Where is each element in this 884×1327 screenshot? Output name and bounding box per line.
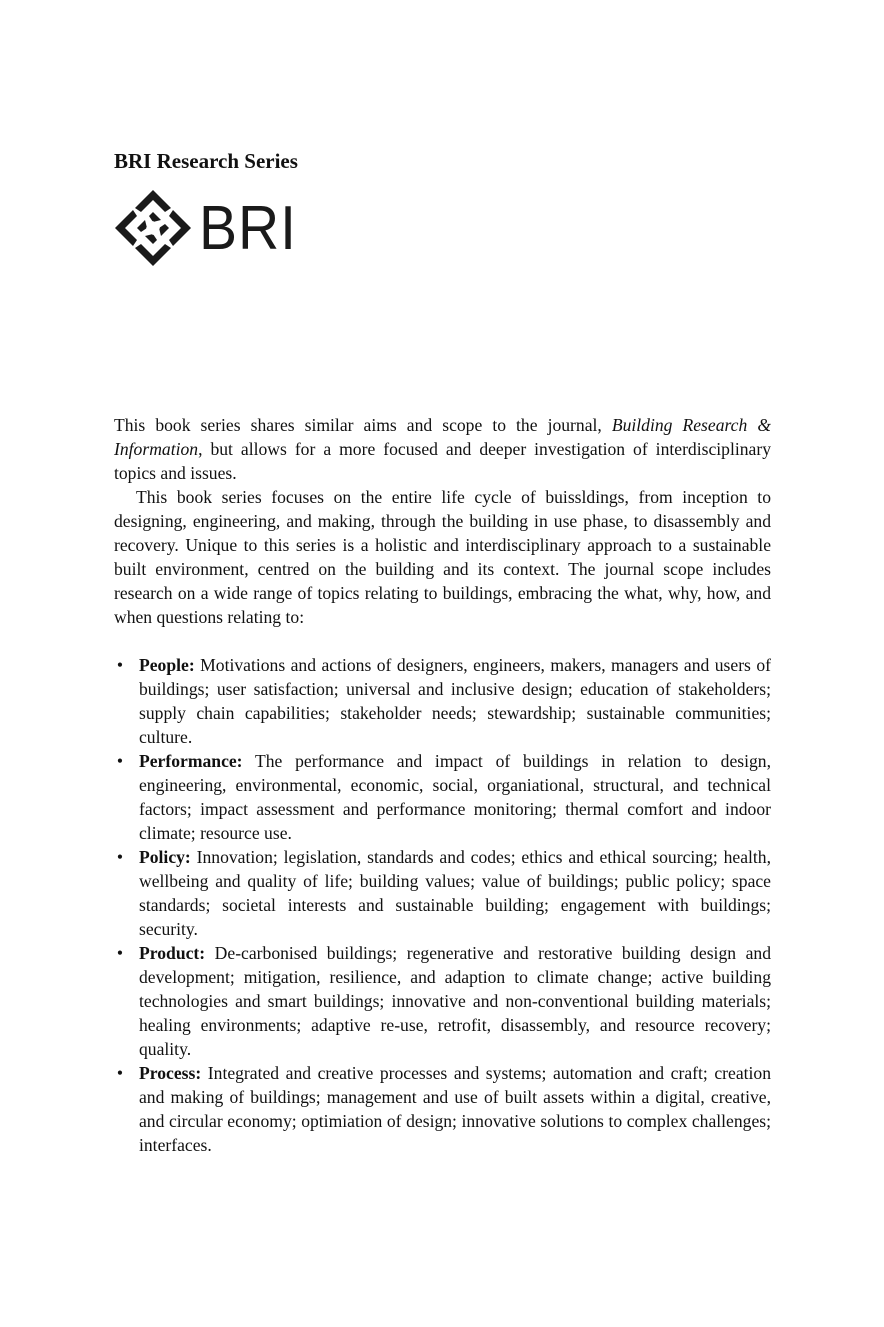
topic-list — [114, 653, 771, 1157]
series-title: BRI Research Series — [114, 149, 298, 173]
topic-label: Product: — [139, 943, 206, 963]
topic-item-process — [114, 1061, 771, 1157]
bullet-icon: • — [116, 943, 124, 963]
intro-paragraph-1 — [114, 413, 771, 485]
topic-item-performance — [114, 749, 771, 845]
topic-item-product — [114, 941, 771, 1061]
diamond-emblem-icon — [113, 188, 193, 268]
series-description — [114, 413, 771, 1157]
topic-label: Process: — [139, 1063, 202, 1083]
bri-wordmark: BRI — [199, 194, 297, 263]
journal-title: Building Research & Information — [114, 415, 772, 459]
topic-description: The performance and impact of buildings in relation to design, engineering, environmental, economic, social, organiational, structural, and technical factors; impact assessment and performance monitoring; thermal comfort and indoor climate; resource use. — [139, 751, 771, 843]
intro-text: This book series shares similar aims and scope to the journal, — [114, 415, 612, 435]
topic-label: Performance: — [139, 751, 243, 771]
topic-label: People: — [139, 655, 195, 675]
intro-paragraph-2: This book series focuses on the entire life cycle of buissldings, from inception to designing, engineering, and making, through the building in use phase, to disassembly and recovery. Unique to this series is a holistic and interdisciplinary approach to a sustainable built environment, centred on the building and its context. The journal scope includes research on a wide range of topics relating to buildings, embracing the what, why, how, and when questions relating to: — [114, 487, 771, 627]
bullet-icon: • — [116, 655, 124, 675]
topic-label: Policy: — [139, 847, 191, 867]
bullet-icon: • — [116, 751, 124, 771]
topic-description: Motivations and actions of designers, engineers, makers, managers and users of buildings; user satisfaction; universal and inclusive design; education of stakeholders; supply chain capabilities; stakeholder needs; stewardship; sustainable communities; culture. — [139, 655, 771, 747]
topic-item-policy — [114, 845, 771, 941]
intro-text-continued: , but allows for a more focused and deeper investigation of interdisciplinary topics and issues. — [114, 439, 771, 483]
topic-description: Innovation; legislation, standards and codes; ethics and ethical sourcing; health, wellbeing and quality of life; building values; value of buildings; public policy; space standards; societal interests and sustainable building; engagement with buildings; security. — [139, 847, 771, 939]
topic-item-people — [114, 653, 771, 749]
bri-logo — [113, 188, 328, 268]
bullet-icon: • — [116, 1063, 124, 1083]
bullet-icon: • — [116, 847, 124, 867]
topic-description: Integrated and creative processes and systems; automation and craft; creation and making of buildings; management and use of built assets within a digital, creative, and circular economy; optimiation of design; innovative solutions to complex challenges; interfaces. — [139, 1063, 771, 1155]
topic-description: De-carbonised buildings; regenerative and restorative building design and development; mitigation, resilience, and adaption to climate change; active building technologies and smart buildings; innovative and non-conventional building materials; healing environments; adaptive re-use, retrofit, disassembly, and resource recovery; quality. — [139, 943, 771, 1059]
